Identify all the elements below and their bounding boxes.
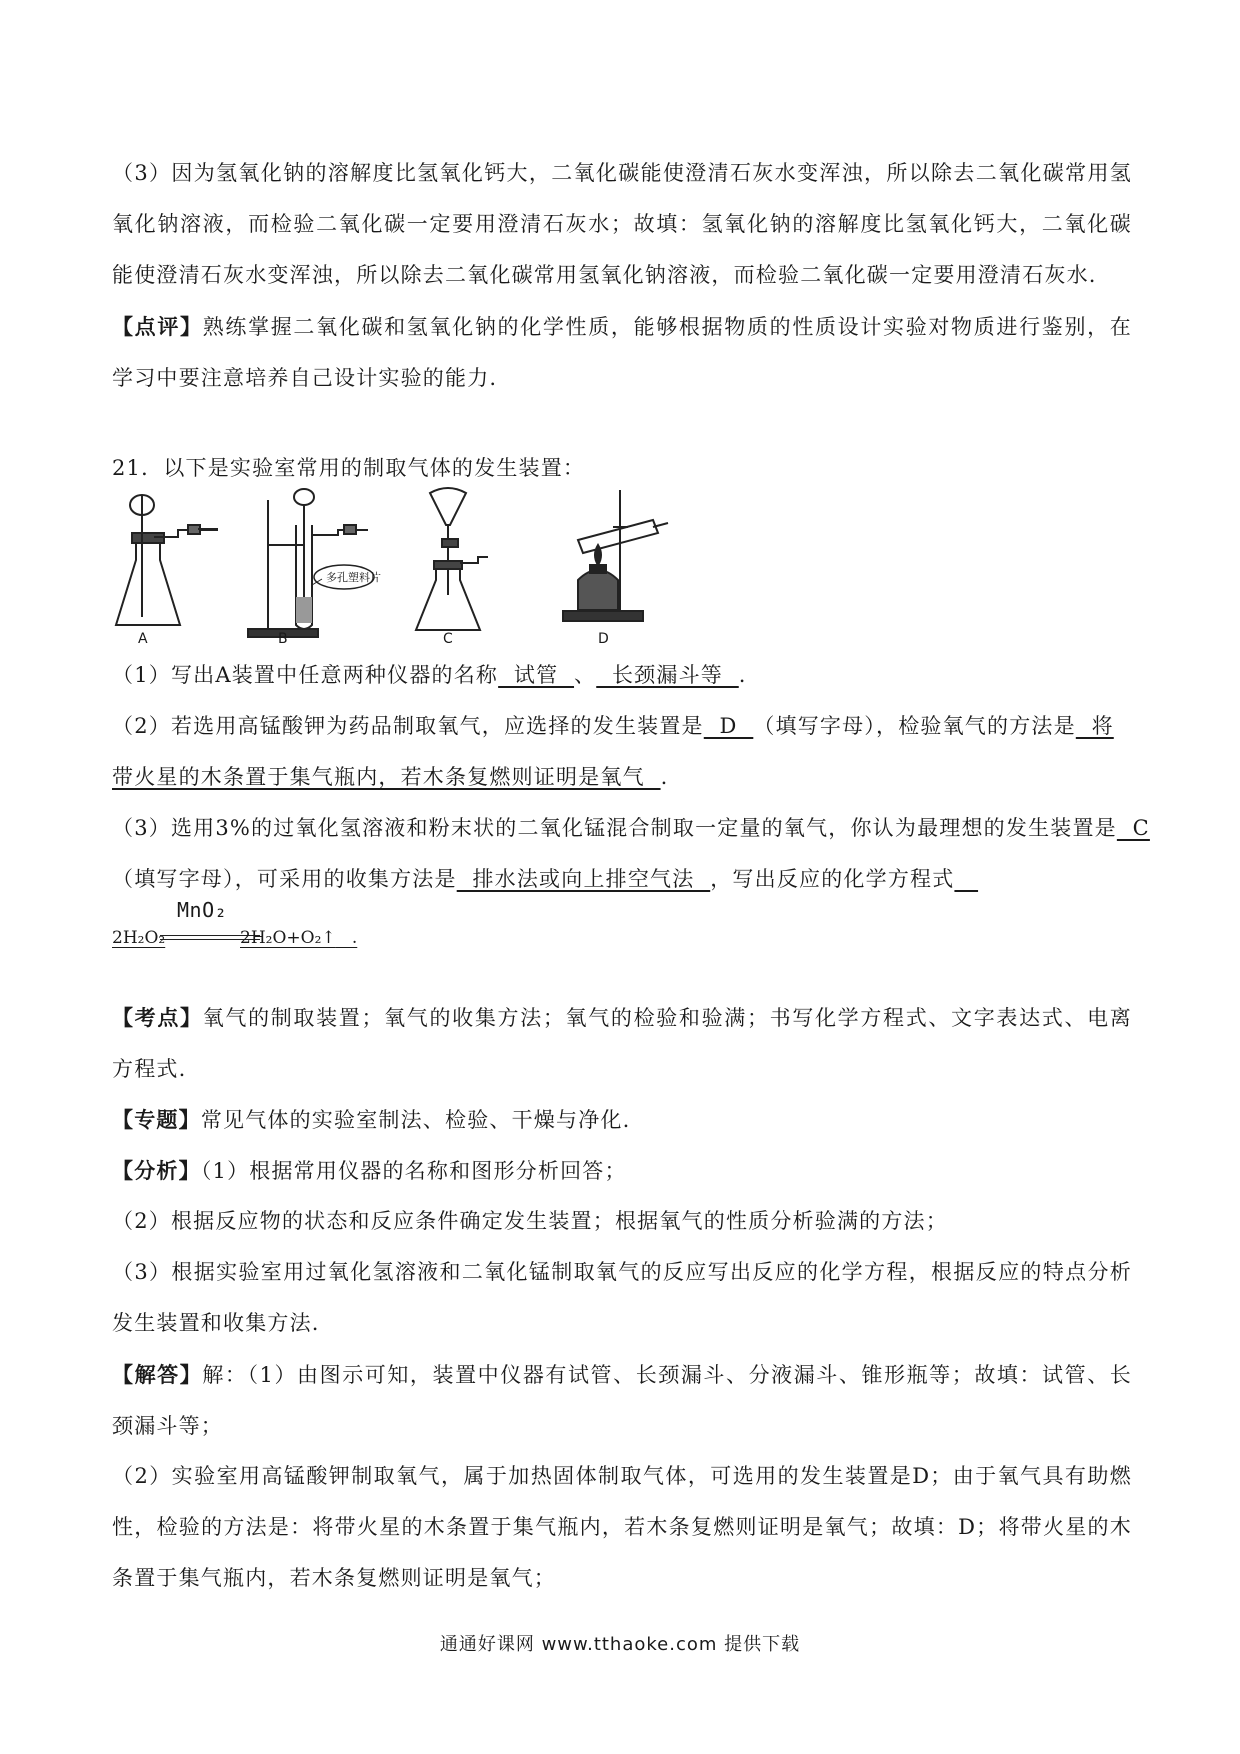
apparatus-c [416, 488, 488, 630]
kaodian-paragraph [112, 992, 1132, 1095]
jieda-paragraph-1 [112, 1349, 1132, 1452]
apparatus-figure [108, 485, 728, 655]
kaodian-tag: 【考点】 [112, 1005, 203, 1030]
q1-prefix: （1）写出A装置中任意两种仪器的名称 [112, 663, 499, 687]
q3-answer-2: 排水法或向上排空气法 [456, 867, 711, 891]
fenxi-1: （1）根据常用仪器的名称和图形分析回答； [200, 1159, 627, 1183]
zhuanti-tag: 【专题】 [112, 1107, 201, 1132]
zhuanti-paragraph [112, 1094, 1132, 1146]
apparatus-a [116, 495, 218, 625]
q3-answer-1: C [1116, 816, 1150, 840]
fenxi-paragraph-2: （2）根据反应物的状态和反应条件确定发生装置；根据氧气的性质分析验满的方法； [112, 1209, 948, 1233]
jieda-1: 解：（1）由图示可知，装置中仪器有试管、长颈漏斗、分液漏斗、锥形瓶等；故填：试管、长颈漏斗等； [112, 1363, 1132, 1438]
fenxi-tag: 【分析】 [112, 1158, 201, 1183]
equation-end: . [335, 928, 358, 948]
q21-stem: 21．以下是实验室常用的制取气体的发生装置： [112, 456, 586, 480]
zhuanti-text: 常见气体的实验室制法、检验、干燥与净化. [200, 1108, 631, 1132]
q1-end: . [738, 663, 747, 687]
figure-label-a: A [138, 631, 148, 647]
q20-review-paragraph [112, 301, 1132, 404]
review-tag: 【点评】 [112, 314, 203, 339]
equation-lhs: 2H₂O₂ [112, 928, 166, 948]
jieda-paragraph-2: （2）实验室用高锰酸钾制取氧气，属于加热固体制取气体，可选用的发生装置是D；由于氧气具有助燃性，检验的方法是：将带火星的木条置于集气瓶内，若木条复燃则证明是氧气；故填：D；将带火星的木条置于集气瓶内，若木条复燃则证明是氧气； [112, 1464, 1132, 1590]
q1-answer-1: 试管 [498, 663, 575, 687]
jieda-tag: 【解答】 [112, 1362, 203, 1387]
figure-label-b: B [278, 631, 288, 647]
q2-answer-2a: 将 [1075, 714, 1114, 738]
chemical-equation [112, 898, 412, 958]
q2-end: . [660, 765, 669, 789]
apparatus-drawing [108, 485, 728, 655]
q21-part2-line2 [112, 762, 668, 792]
page-footer: 通通好课网 www.tthaoke.com 提供下载 [439, 1634, 801, 1655]
equation-rhs-wrap [240, 928, 357, 948]
q1-sep: 、 [574, 663, 597, 687]
equation-condition: MnO₂ [177, 898, 228, 922]
apparatus-b [248, 489, 374, 637]
fenxi-paragraph-1 [112, 1145, 1132, 1197]
q21-part3-line2 [112, 864, 978, 894]
apparatus-d [563, 490, 668, 621]
figure-annotation: 多孔塑料片 [326, 571, 381, 584]
figure-label-d: D [598, 631, 609, 647]
q1-answer-2: 长颈漏斗等 [596, 663, 739, 687]
review-text: 熟练掌握二氧化碳和氢氧化钠的化学性质，能够根据物质的性质设计实验对物质进行鉴别，在学习中要注意培养自己设计实验的能力. [112, 315, 1132, 390]
equation-rhs: 2H₂O+O₂↑ [240, 928, 336, 948]
q21-part3-line1 [112, 813, 1150, 843]
q21-part2-line1 [112, 711, 1114, 741]
q21-part1 [112, 660, 747, 690]
q2-answer-1: D [703, 714, 754, 738]
q2-prefix: （2）若选用高锰酸钾为药品制取氧气，应选择的发生装置是 [112, 714, 704, 738]
fenxi-paragraph-3: （3）根据实验室用过氧化氢溶液和二氧化锰制取氧气的反应写出反应的化学方程，根据反应的特点分析发生装置和收集方法. [112, 1260, 1132, 1335]
q3-line2-b: ，写出反应的化学方程式 [710, 867, 955, 891]
q3-line2-a: （填写字母），可采用的收集方法是 [112, 867, 457, 891]
figure-label-c: C [443, 631, 453, 647]
q2-mid: （填写字母），检验氧气的方法是 [753, 714, 1076, 738]
kaodian-text: 氧气的制取装置；氧气的收集方法；氧气的检验和验满；书写化学方程式、文字表达式、电离方程式. [112, 1006, 1132, 1081]
q3-blank [954, 867, 978, 891]
q2-answer-2b: 带火星的木条置于集气瓶内，若木条复燃则证明是氧气 [112, 765, 661, 789]
q20-part3-paragraph: （3）因为氢氧化钠的溶解度比氢氧化钙大，二氧化碳能使澄清石灰水变浑浊，所以除去二氧化碳常用氢氧化钠溶液，而检验二氧化碳一定要用澄清石灰水；故填：氢氧化钠的溶解度比氢氧化钙大，二氧化碳能使澄清石灰水变浑浊，所以除去二氧化碳常用氢氧化钠溶液，而检验二氧化碳一定要用澄清石灰水. [112, 161, 1132, 287]
q3-prefix: （3）选用3%的过氧化氢溶液和粉末状的二氧化锰混合制取一定量的氧气，你认为最理想的发生装置是 [112, 816, 1117, 840]
